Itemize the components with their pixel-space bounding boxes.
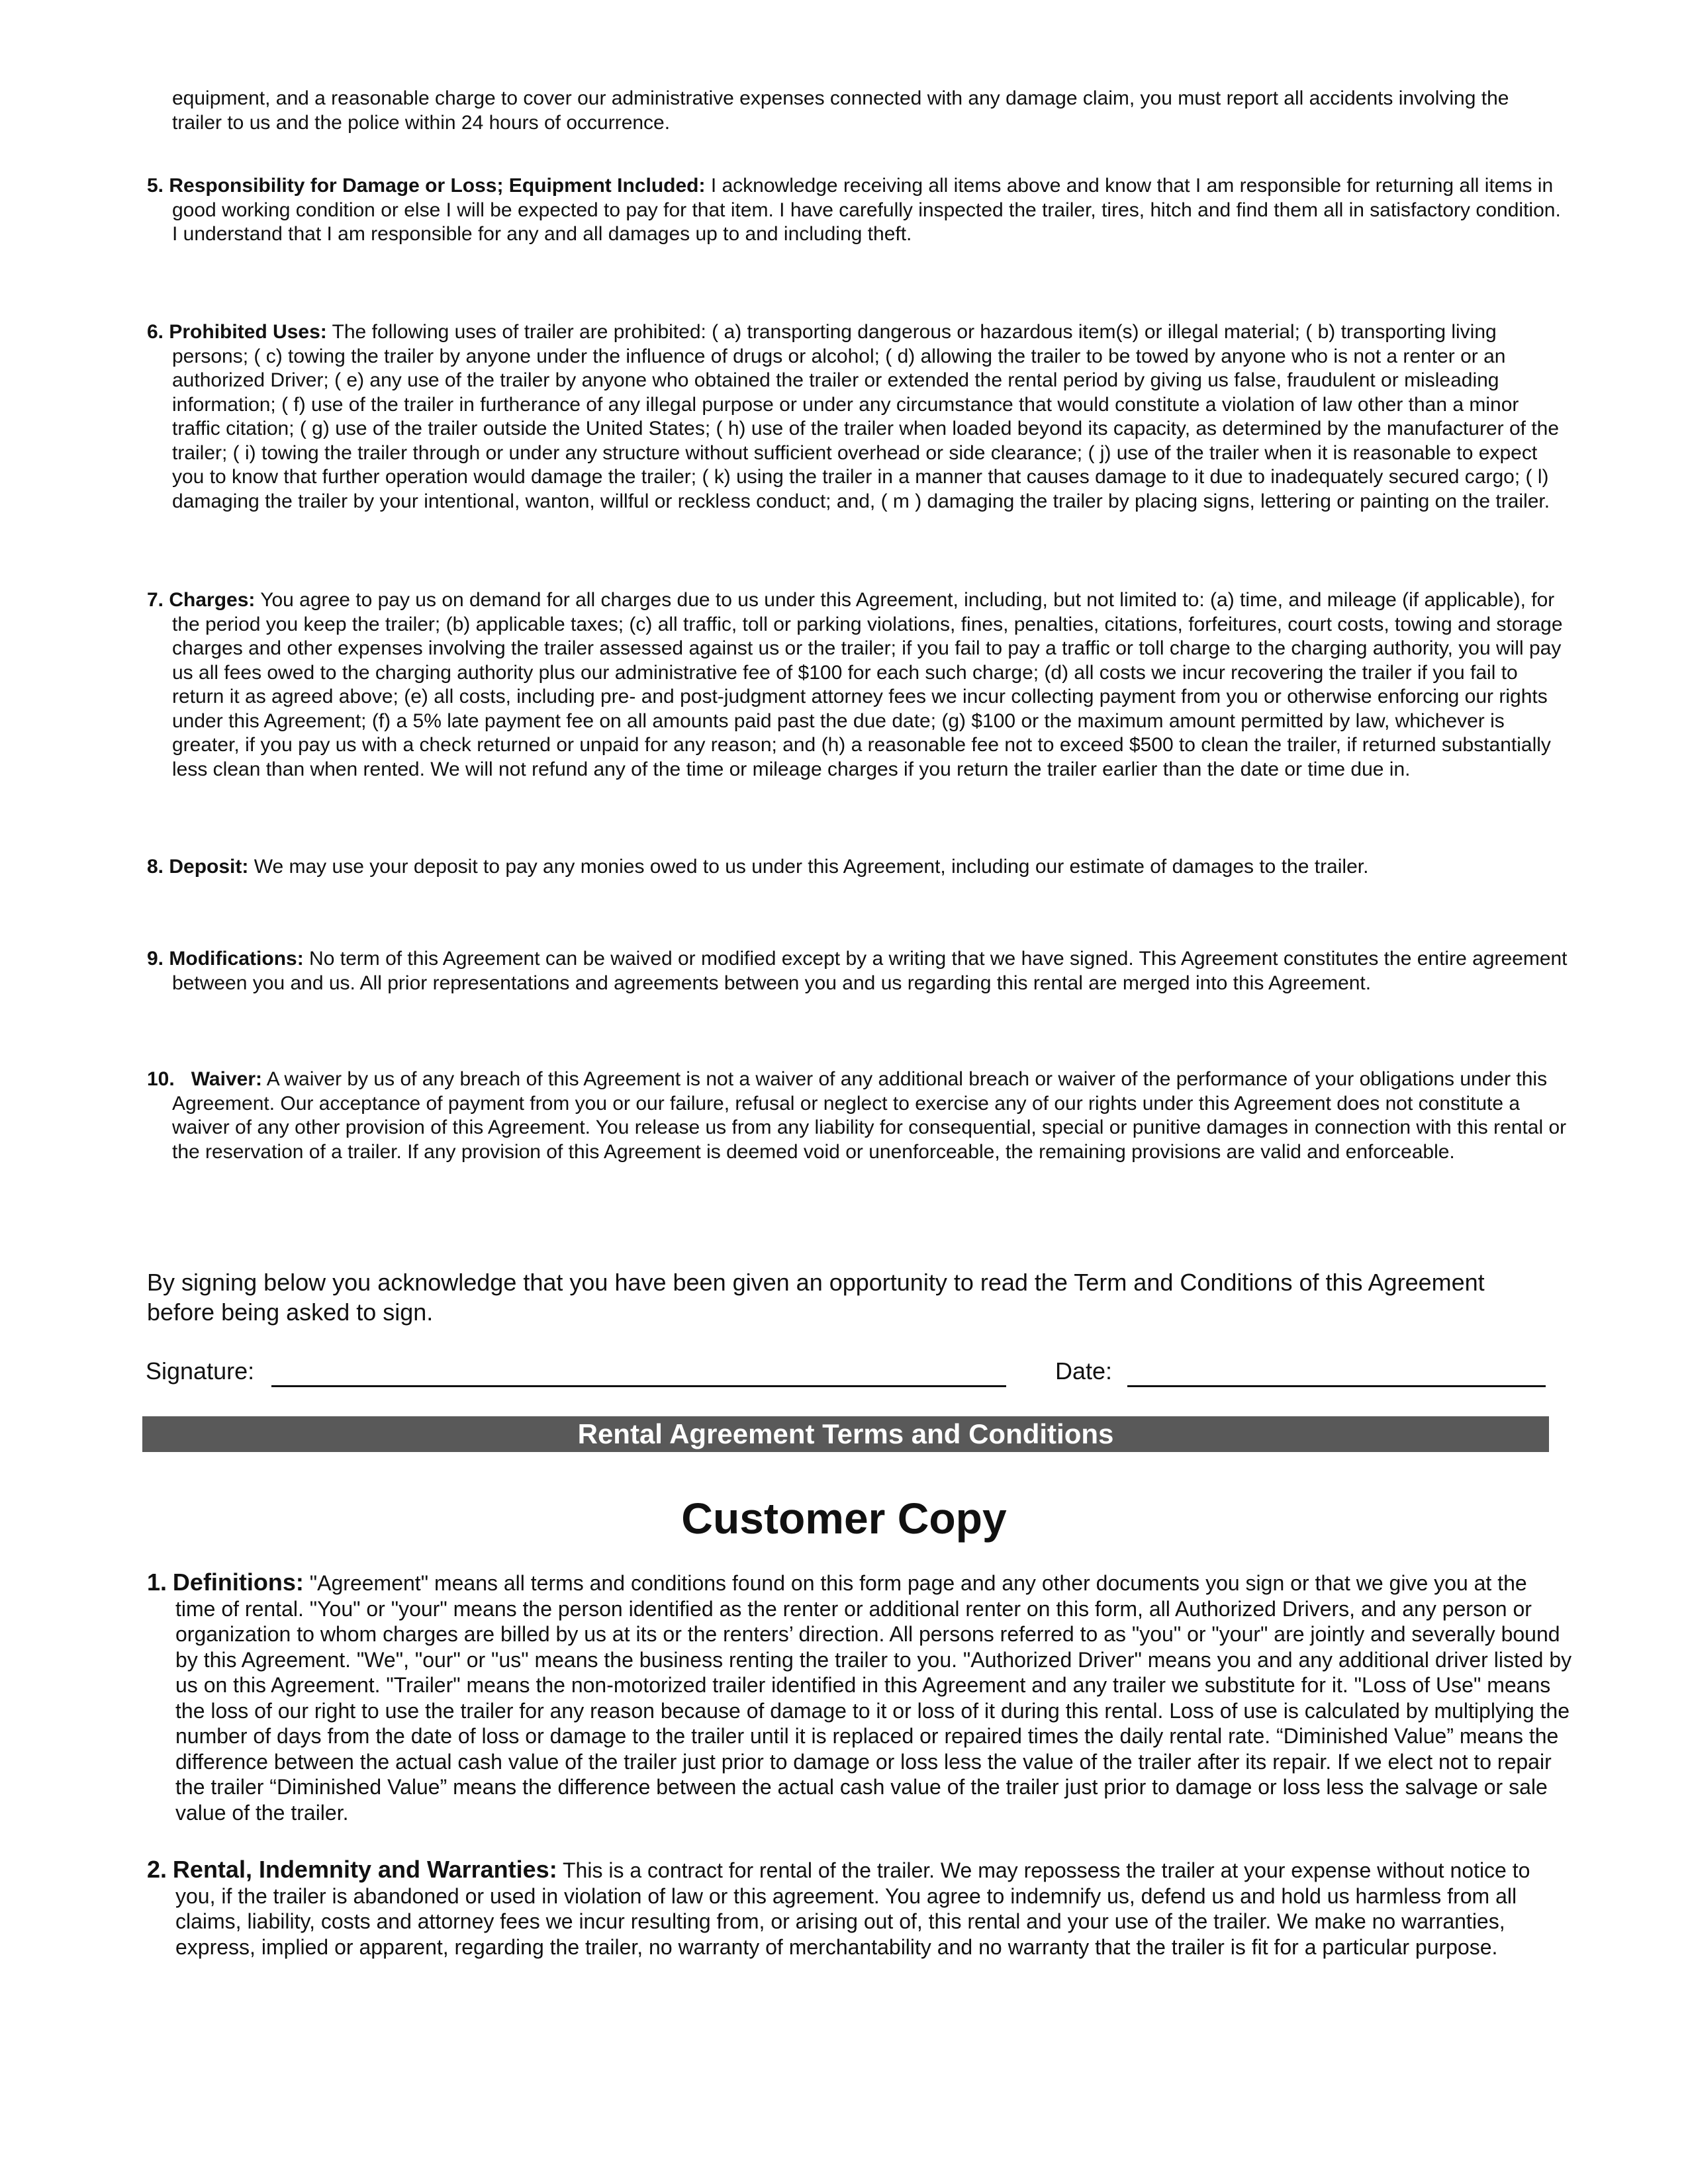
section-number: 6. [147,321,164,343]
section-text: "Agreement" means all terms and conditions found on this form page and any other documents you sign or that we give you at the time of rental. "You" or "your" means the person identified as the renter or additional renter on this form, all Authorized Drivers, and any person or organization to whom charges are billed by us at its or the renters’ direction. All persons referred to as "you" or "your" are jointly and severally bound by this Agreement. "We", "our" or "us" means the business renting the trailer to you. "Authorized Driver" means you and any additional driver listed by us on this Agreement. "Trailer" means the non-motorized trailer identified in this Agreement and any trailer we substitute for it. "Loss of Use" means the loss of our right to use the trailer for any reason because of damage to it or loss of it during this rental. Loss of use is calculated by multiplying the number of days from the date of loss or damage to the trailer until it is replaced or repaired times the daily rental rate. “Diminished Value” means the difference between the actual cash value of the trailer just prior to damage or loss less the value of the trailer after its repair. If we elect not to repair the trailer “Diminished Value” means the difference between the actual cash value of the trailer just prior to damage or loss less the salvage or sale value of the trailer. [175,1571,1572,1825]
section-heading: Charges: [169,589,256,611]
section-heading: Rental, Indemnity and Warranties: [172,1856,557,1883]
date-line[interactable] [1127,1385,1546,1387]
section-number: 9. [147,948,164,970]
date-label: Date: [1055,1357,1113,1385]
terms-banner: Rental Agreement Terms and Conditions [142,1416,1549,1452]
section-10 [147,1068,1569,1164]
section-heading: Responsibility for Damage or Loss; Equipment Included: [169,175,706,197]
section-9 [147,947,1569,995]
section-number: 5. [147,175,164,197]
section-text: This is a contract for rental of the trailer. We may repossess the trailer at your expense without notice to you, if the trailer is abandoned or used in violation of law or this agreement. You agree to indemnify us, defend us and hold us harmless from all claims, liability, costs and attorney fees we incur resulting from, or arising out of, this rental and your use of the trailer. We make no warranties, express, implied or apparent, regarding the trailer, no warranty of merchantability and no warranty that the trailer is fit for a particular purpose. [175,1858,1530,1959]
section-heading: Waiver: [191,1068,262,1090]
section-number: 10. [147,1068,175,1090]
section-text: A waiver by us of any breach of this Agreement is not a waiver of any additional breach or waiver of the performance of your obligations under this Agreement. Our acceptance of payment from you or our failure, refusal or neglect to exercise any of our rights under this Agreement does not constitute a waiver of any other provision of this Agreement. You release us from any liability for consequential, special or punitive damages in connection with this rental or the reservation of a trailer. If any provision of this Agreement is deemed void or unenforceable, the remaining provisions are valid and enforceable. [172,1068,1567,1163]
signature-label: Signature: [146,1357,255,1385]
acknowledgement-text: By signing below you acknowledge that you have been given an opportunity to read the Term and Conditions of this Agreement before being asked to sign. [147,1269,1485,1326]
section-heading: Definitions: [172,1569,304,1596]
section-number: 7. [147,589,164,611]
section-number: 2. [147,1856,167,1883]
section-text: We may use your deposit to pay any monies owed to us under this Agreement, including our estimate of damages to the trailer. [254,856,1369,878]
section-5 [147,174,1569,247]
section-heading: Deposit: [169,856,249,878]
section-6 [147,320,1569,514]
customer-section-1 [147,1570,1572,1825]
section-heading: Prohibited Uses: [169,321,327,343]
signature-line[interactable] [271,1385,1006,1387]
section-text: No term of this Agreement can be waived or modified except by a writing that we have signed. This Agreement constitutes the entire agreement between you and us. All prior representations and agreements between you and us regarding this rental are merged into this Agreement. [172,948,1568,994]
section-text: I acknowledge receiving all items above and know that I am responsible for returning all items in good working condition or else I will be expected to pay for that item. I have carefully inspected the trailer, tires, hitch and find them all in satisfactory condition. I understand that I am responsible for any and all damages up to and including theft. [172,175,1561,245]
customer-section-2 [147,1857,1572,1960]
section-number: 1. [147,1569,167,1596]
section-number: 8. [147,856,164,878]
copy-title: Customer Copy [681,1494,1007,1543]
section-7 [147,588,1569,782]
section-text: The following uses of trailer are prohibited: ( a) transporting dangerous or hazardous item(s) or illegal material; ( b) transporting living persons; ( c) towing the trailer by anyone under the influence of drugs or alcohol; ( d) allowing the trailer to be towed by anyone who is not a renter or an authorized Driver; ( e) any use of the trailer by anyone who obtained the trailer or extended the rental period by giving us false, fraudulent or misleading information; ( f) use of the trailer in furtherance of any illegal purpose or under any circumstance that would constitute a violation of law other than a minor traffic citation; ( g) use of the trailer outside the United States; ( h) use of the trailer when loaded beyond its capacity, as determined by the manufacturer of the trailer; ( i) towing the trailer through or under any structure without sufficient overhead or side clearance; ( j) use of the trailer when it is reasonable to expect you to know that further operation would damage the trailer; ( k) using the trailer in a manner that causes damage to it due to inadequately secured cargo; ( l) damaging the trailer by your intentional, wanton, willful or reckless conduct; and, ( m ) damaging the trailer by placing signs, lettering or painting on the trailer. [172,321,1560,512]
section-heading: Modifications: [169,948,304,970]
section-text: You agree to pay us on demand for all charges due to us under this Agreement, including, but not limited to: (a) time, and mileage (if applicable), for the period you keep the trailer; (b) applicable taxes; (c) all traffic, toll or parking violations, fines, penalties, citations, forfeitures, court costs, towing and storage charges and other expenses involving the trailer assessed against us or the trailer; if you fail to pay a traffic or toll charge to the charging authority, you will pay us all fees owed to the charging authority plus our administrative fee of $100 for each such charge; (d) all costs we incur recovering the trailer if you fail to return it as agreed above; (e) all costs, including pre- and post-judgment attorney fees we incur collecting payment from you or otherwise enforcing our rights under this Agreement; (f) a 5% late payment fee on all amounts paid past the due date; (g) $100 or the maximum amount permitted by law, whichever is greater, if you pay us with a check returned or unpaid for any reason; and (h) a reasonable fee not to exceed $500 to clean the trailer, if returned substantially less clean than when rented. We will not refund any of the time or mileage charges if you return the trailer earlier than the date or time due in. [172,589,1563,780]
continuation-text: equipment, and a reasonable charge to cover our administrative expenses connected with any damage claim, you must report all accidents involving the trailer to us and the police within 24 hours of occurrence. [172,87,1509,134]
section-8 [147,855,1569,880]
